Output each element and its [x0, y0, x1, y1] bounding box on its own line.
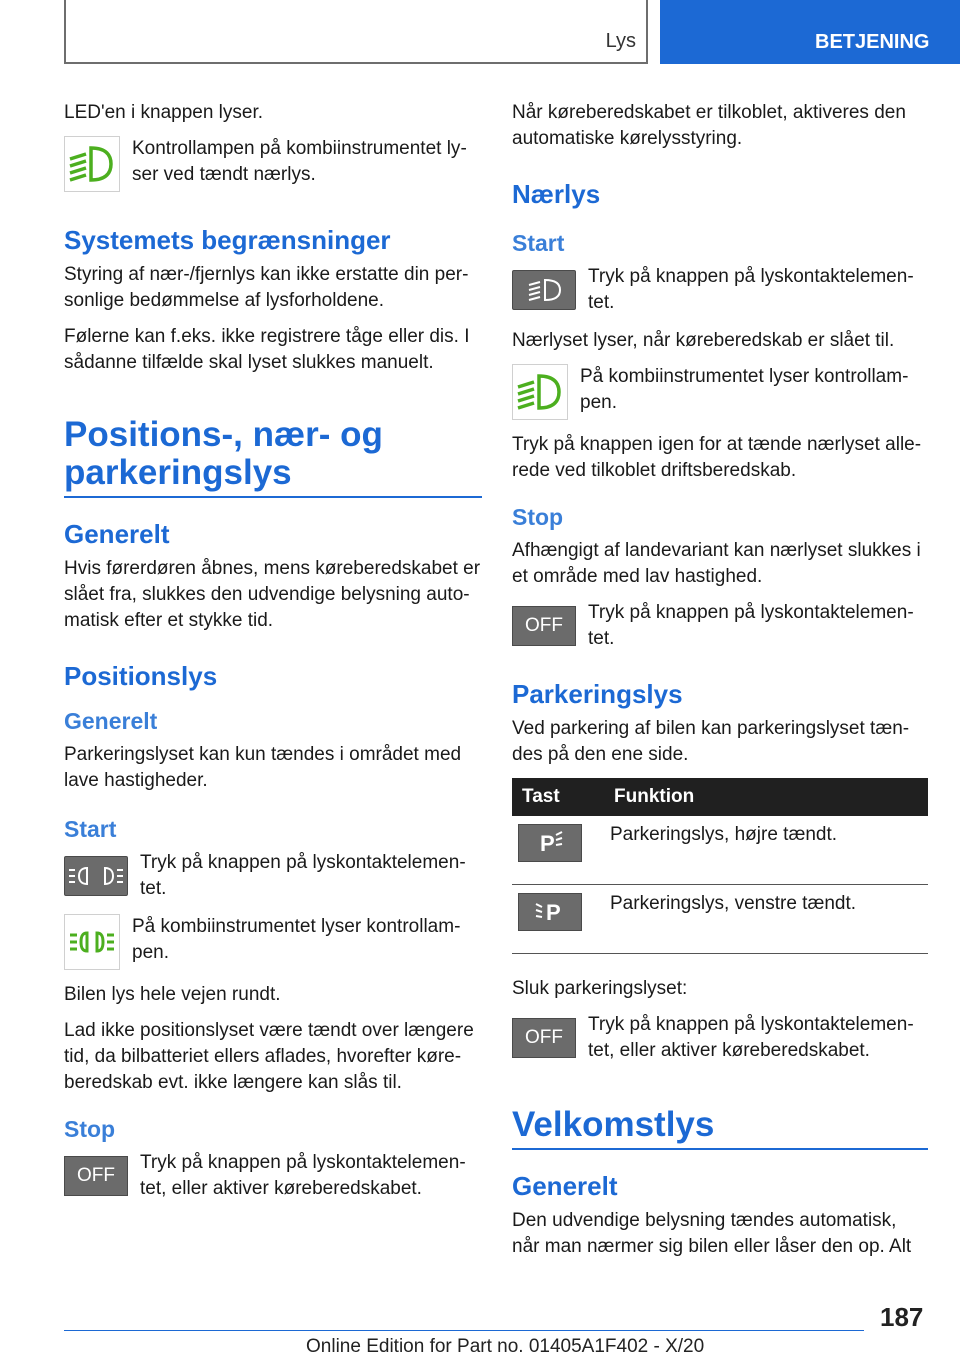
- off-button-icon: OFF: [64, 1156, 128, 1196]
- position-paragraph-1: Bilen lys hele vejen rundt.: [64, 984, 281, 1005]
- table-header-row: [512, 778, 928, 816]
- off-button-icon: OFF: [512, 1018, 576, 1058]
- parking-off-text: Tryk på knappen på lyskontaktelementet, eller aktiver køreberedskabet.: [588, 1014, 914, 1061]
- table-cell-key: [512, 885, 604, 954]
- low-beam-start-heading: Start: [512, 230, 565, 256]
- table-row: [512, 816, 928, 885]
- general-heading: Generelt: [64, 519, 170, 549]
- low-beam-paragraph-1: Nærlyset lyser, når køreberedskab er slået til.: [512, 330, 895, 351]
- parking-light-paragraph: Ved parkering af bilen kan parkeringslyset tændes på den ene side.: [512, 718, 910, 765]
- position-start-heading: Start: [64, 816, 117, 842]
- general-paragraph: Hvis førerdøren åbnes, mens køreberedskabet er slået fra, slukkes den udvendige belysning automatisk efter et stykke tid.: [64, 558, 481, 631]
- low-beam-indicator-icon: [64, 136, 120, 192]
- footer-edition: Online Edition for Part no. 01405A1F402 - X/20: [306, 1336, 705, 1357]
- low-beam-lamp-icon: [512, 364, 568, 420]
- parking-light-heading: Parkeringslys: [512, 679, 683, 709]
- intro-text: LED'en i knappen lyser.: [64, 102, 264, 123]
- low-beam-indicator-text: Kontrollampen på kombiinstrumentet lyser ved tændt nærlys.: [132, 138, 467, 185]
- low-beam-lamp-note: [512, 364, 928, 420]
- position-general-paragraph: Parkeringslyset kan kun tændes i området med lave hastigheder.: [64, 744, 462, 791]
- footer-rule: [64, 1330, 864, 1331]
- position-stop-text: Tryk på knappen på lyskontaktelementet, eller aktiver køreberedskabet.: [140, 1152, 466, 1199]
- page-number: 187: [880, 1302, 924, 1332]
- left-column: [64, 100, 482, 1214]
- position-start-text: Tryk på knappen på lyskontaktelementet.: [140, 852, 466, 899]
- welcome-general-heading: Generelt: [512, 1171, 618, 1201]
- low-beam-paragraph-2: Tryk på knappen igen for at tænde nærlyset allerede ved tilkoblet driftsberedskab.: [512, 434, 922, 481]
- parking-left-letter: P: [546, 900, 561, 925]
- position-light-heading: Positionslys: [64, 661, 218, 691]
- limits-heading: Systemets begrænsninger: [64, 225, 391, 255]
- header-chapter-tab[interactable]: BETJENING: [660, 0, 960, 64]
- position-light-button-icon: [64, 856, 128, 896]
- off-button-icon: OFF: [512, 606, 576, 646]
- position-indicator-note: [64, 914, 482, 970]
- main-title-line-1: Positions-, nær- og: [64, 415, 383, 454]
- low-beam-stop-paragraph: Afhængigt af landevariant kan nærlyset slukkes i et område med lav hastighed.: [512, 540, 921, 587]
- table-header-key: Tast: [512, 778, 604, 816]
- parking-off-instruction: [512, 1012, 928, 1064]
- auto-light-paragraph: Når køreberedskabet er tilkoblet, aktiveres den automatiske kørelysstyring.: [512, 102, 906, 149]
- limits-paragraph-1: Styring af nær-/fjernlys kan ikke erstatte din personlige bedømmelse af lysforholdene.: [64, 264, 469, 311]
- parking-left-button-icon: [518, 893, 582, 931]
- main-title-line-2: parkeringslys: [64, 453, 292, 492]
- position-paragraph-2: Lad ikke positionslyset være tændt over længere tid, da bilbatteriet ellers aflades, hvorefter køreberedskab evt. ikke længere kan slås til.: [64, 1020, 474, 1093]
- header-frame: [64, 0, 648, 64]
- low-beam-stop-text: Tryk på knappen på lyskontaktelementet.: [588, 602, 914, 649]
- right-column: [512, 100, 928, 1270]
- position-stop-heading: Stop: [64, 1116, 116, 1142]
- parking-right-button-icon: [518, 824, 582, 862]
- table-cell-key: [512, 816, 604, 885]
- welcome-paragraph: Den udvendige belysning tændes automatisk, når man nærmer sig bilen eller låser den op. Alt: [512, 1210, 912, 1257]
- table-row: [512, 885, 928, 954]
- low-beam-lamp-text: På kombiinstrumentet lyser kontrollampen.: [580, 366, 909, 413]
- parking-off-paragraph: Sluk parkeringslyset:: [512, 978, 688, 999]
- parking-right-letter: P: [540, 831, 555, 856]
- low-beam-indicator-note: [64, 136, 482, 192]
- position-general-heading: Generelt: [64, 708, 158, 734]
- low-beam-button-icon: [512, 270, 576, 310]
- low-beam-start-text: Tryk på knappen på lyskontaktelementet.: [588, 266, 914, 313]
- low-beam-stop-heading: Stop: [512, 504, 564, 530]
- position-indicator-text: På kombiinstrumentet lyser kontrollampen.: [132, 916, 461, 963]
- table-cell-function: Parkeringslys, venstre tændt.: [604, 885, 928, 954]
- low-beam-stop-instruction: [512, 600, 928, 652]
- table-header-function: Funktion: [604, 778, 928, 816]
- header-section: Lys: [605, 30, 636, 52]
- welcome-title: Velkomstlys: [512, 1105, 715, 1144]
- position-stop-instruction: [64, 1150, 482, 1202]
- table-cell-function: Parkeringslys, højre tændt.: [604, 816, 928, 885]
- position-light-indicator-icon: [64, 914, 120, 970]
- position-start-instruction: [64, 850, 482, 902]
- low-beam-start-instruction: [512, 264, 928, 316]
- parking-key-table: [512, 778, 928, 954]
- limits-paragraph-2: Følerne kan f.eks. ikke registrere tåge eller dis. I sådanne tilfælde skal lyset slukkes manuelt.: [64, 326, 470, 373]
- welcome-title-block: [512, 1106, 928, 1150]
- low-beam-heading: Nærlys: [512, 179, 601, 209]
- main-title-block: [64, 416, 482, 498]
